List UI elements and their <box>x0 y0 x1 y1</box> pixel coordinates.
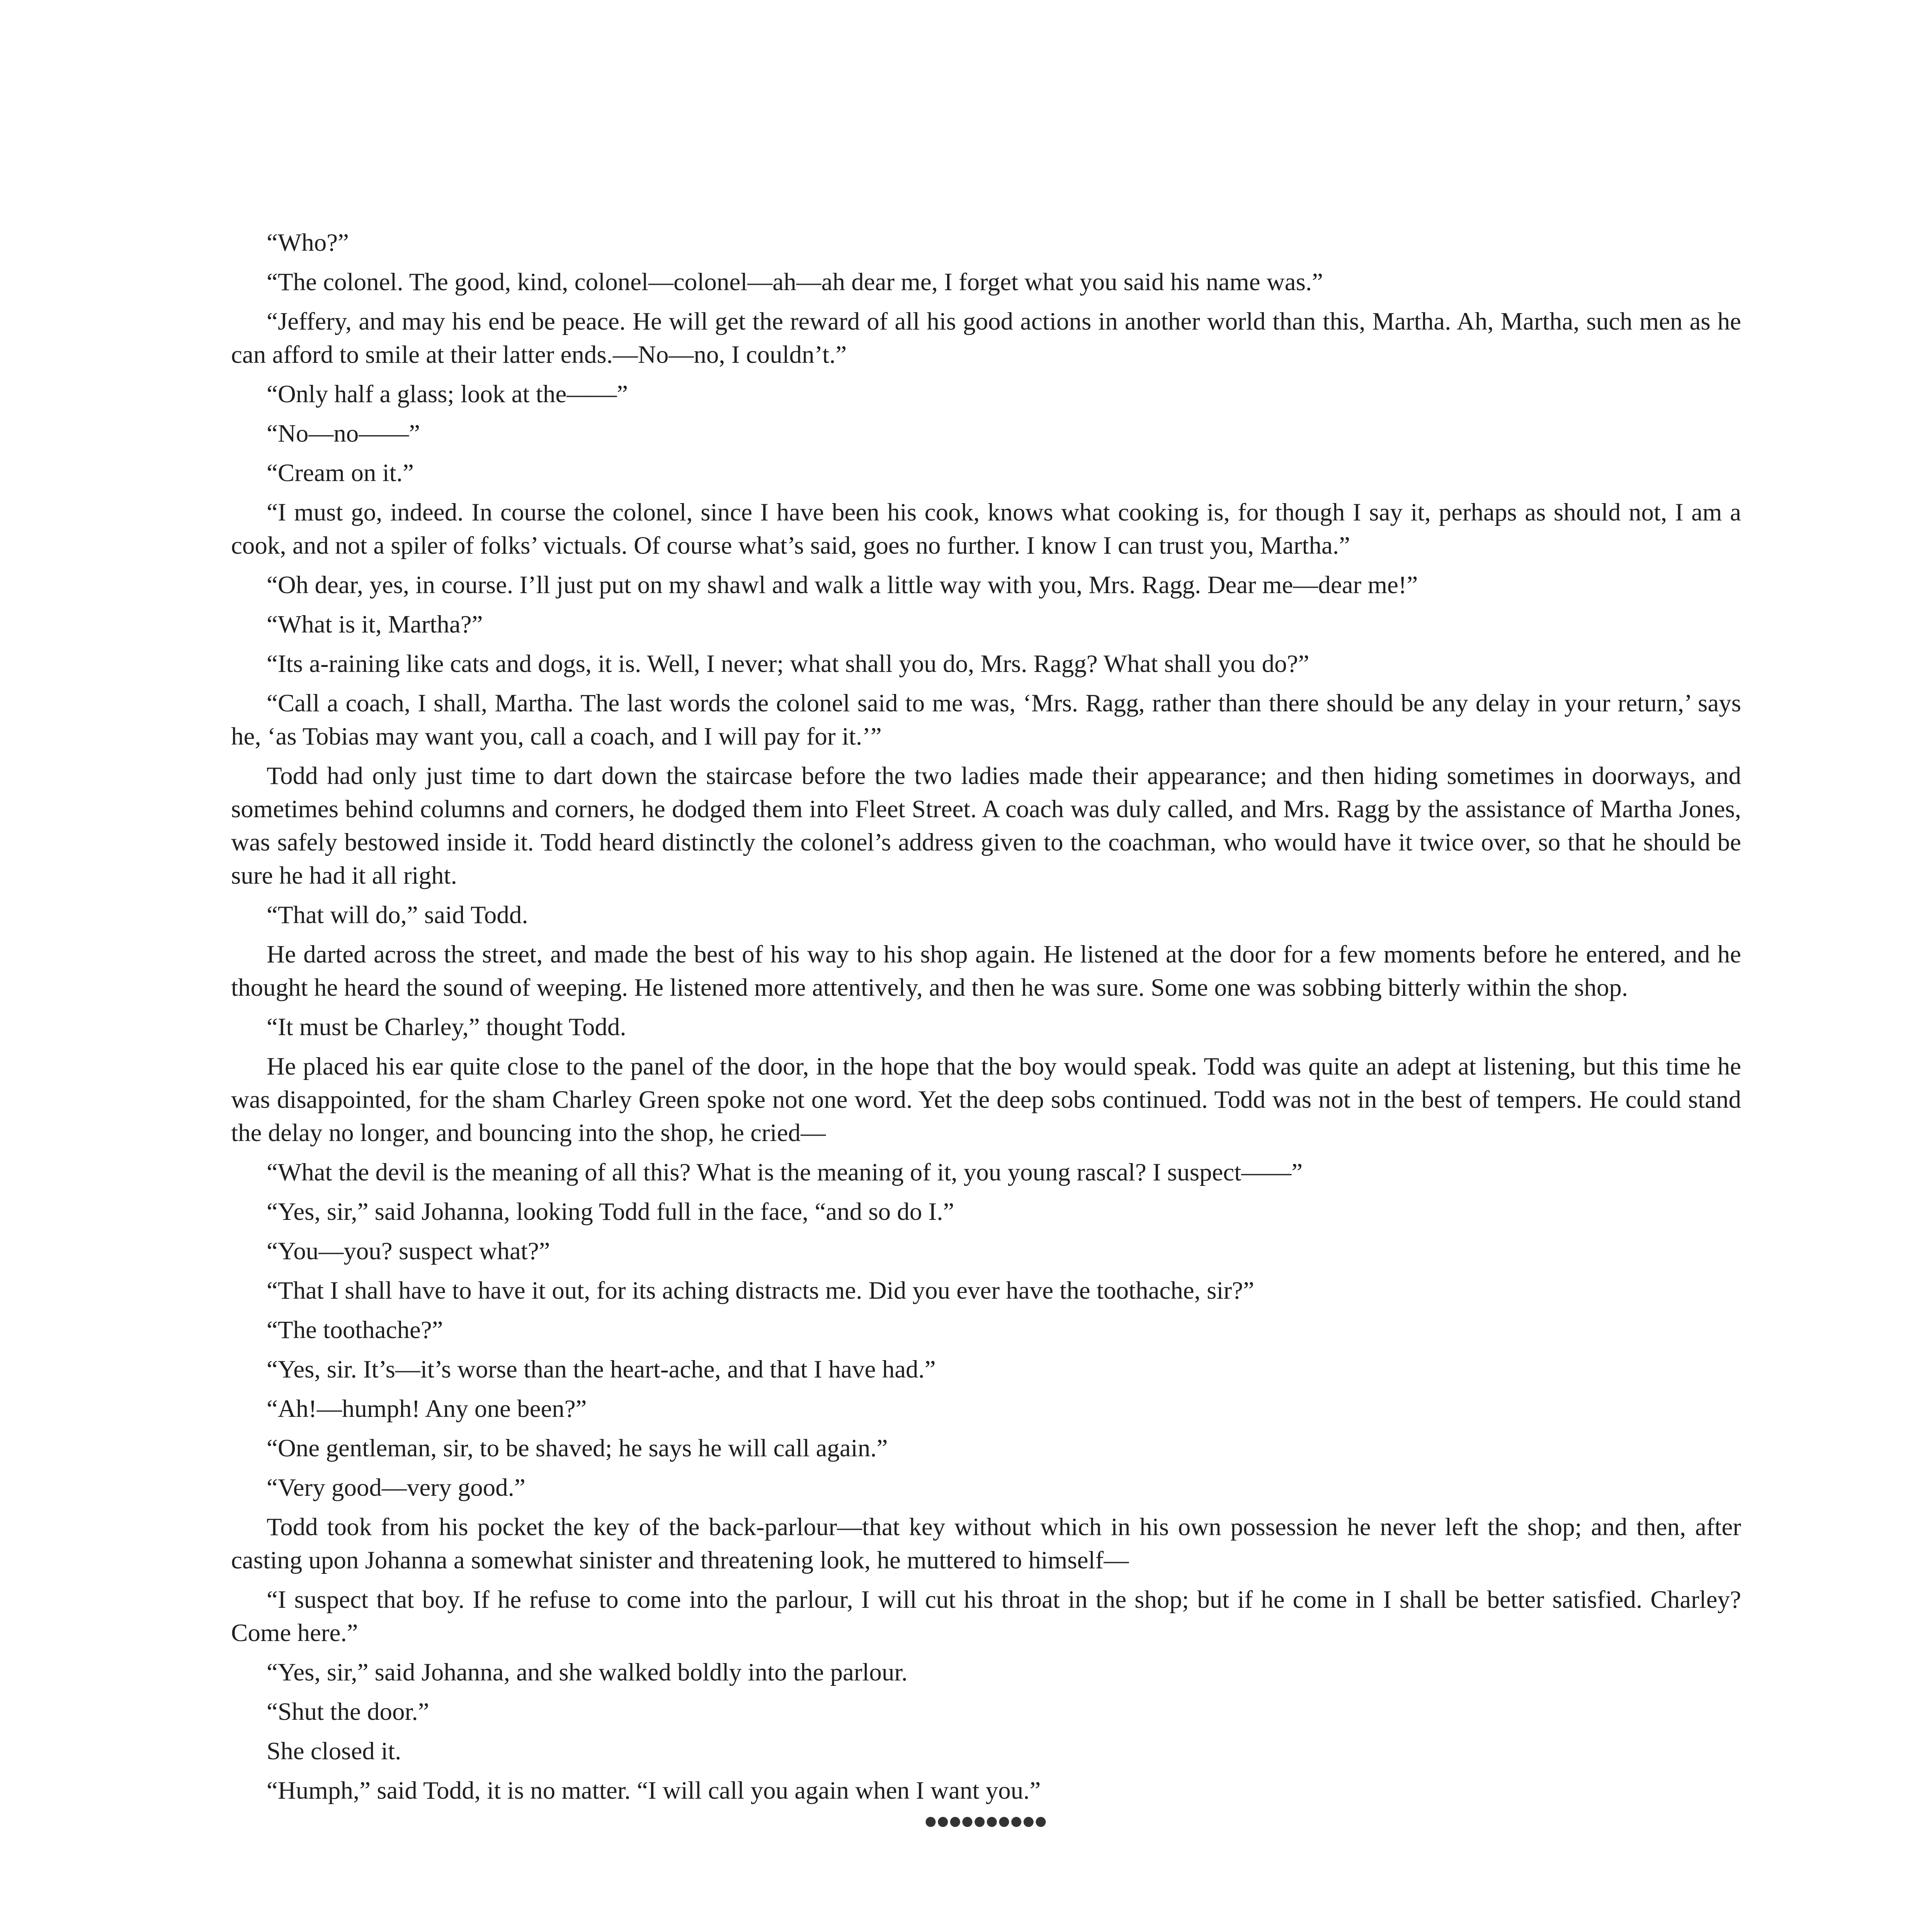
page-text <box>231 226 1741 1829</box>
paragraph: “Its a-raining like cats and dogs, it is. Well, I never; what shall you do, Mrs. Ragg? What shall you do?” <box>267 650 1310 678</box>
paragraph: “No—no——” <box>267 420 420 447</box>
paragraph: He placed his ear quite close to the panel of the door, in the hope that the boy would speak. Todd was quite an adept at listening, but this time he was disappointed, for the sham Charley Green spoke not one word. Yet the deep sobs continued. Todd was not in the best of tempers. He could stand the delay no longer, and bouncing into the shop, he cried— <box>231 1053 1741 1147</box>
paragraph: “What the devil is the meaning of all this? What is the meaning of it, you young rascal? I suspect——” <box>267 1158 1303 1186</box>
paragraph: “Shut the door.” <box>267 1698 429 1726</box>
paragraph: “Very good—very good.” <box>267 1474 526 1502</box>
paragraph: She closed it. <box>267 1737 401 1765</box>
paragraph: “Yes, sir,” said Johanna, and she walked boldly into the parlour. <box>267 1658 908 1686</box>
paragraph: “That I shall have to have it out, for its aching distracts me. Did you ever have the toothache, sir?” <box>267 1277 1254 1304</box>
paragraph: “Only half a glass; look at the——” <box>267 380 628 408</box>
paragraph: He darted across the street, and made the best of his way to his shop again. He listened at the door for a few moments before he entered, and he thought he heard the sound of weeping. He listened more attentively, and then he was sure. Some one was sobbing bitterly within the shop. <box>231 940 1741 1002</box>
paragraph: “One gentleman, sir, to be shaved; he says he will call again.” <box>267 1434 888 1462</box>
paragraph: “The toothache?” <box>267 1316 443 1344</box>
paragraph: “What is it, Martha?” <box>267 611 483 638</box>
section-break-ornament: ●●●●●●●●●● <box>925 1813 1048 1829</box>
paragraph: “The colonel. The good, kind, colonel—colonel—ah—ah dear me, I forget what you said his name was.” <box>267 268 1323 296</box>
paragraph: “Call a coach, I shall, Martha. The last words the colonel said to me was, ‘Mrs. Ragg, rather than there should be any delay in your return,’ says he, ‘as Tobias may want you, call a coach, and I will pay for it.’” <box>231 689 1741 750</box>
paragraph: “Who?” <box>267 229 349 257</box>
paragraph: “It must be Charley,” thought Todd. <box>267 1013 626 1041</box>
paragraph: “Yes, sir. It’s—it’s worse than the heart-ache, and that I have had.” <box>267 1355 936 1383</box>
paragraph: “Ah!—humph! Any one been?” <box>267 1395 587 1423</box>
paragraph: “I must go, indeed. In course the colonel, since I have been his cook, knows what cooking is, for though I say it, perhaps as should not, I am a cook, and not a spiler of folks’ victuals. Of course what’s said, goes no further. I know I can trust you, Martha.” <box>231 498 1741 560</box>
paragraph: “You—you? suspect what?” <box>267 1237 550 1265</box>
paragraph: “Humph,” said Todd, it is no matter. “I will call you again when I want you.” <box>267 1777 1041 1804</box>
paragraph: “Jeffery, and may his end be peace. He will get the reward of all his good actions in another world than this, Martha. Ah, Martha, such men as he can afford to smile at their latter ends.—No—no, I couldn’t.” <box>231 308 1741 369</box>
paragraph: “Oh dear, yes, in course. I’ll just put on my shawl and walk a little way with you, Mrs. Ragg. Dear me—dear me!” <box>267 571 1418 599</box>
paragraph: “Yes, sir,” said Johanna, looking Todd full in the face, “and so do I.” <box>267 1198 954 1226</box>
paragraph: Todd had only just time to dart down the staircase before the two ladies made their appearance; and then hiding sometimes in doorways, and sometimes behind columns and corners, he dodged them into Fleet Street. A coach was duly called, and Mrs. Ragg by the assistance of Martha Jones, was safely bestowed inside it. Todd heard distinctly the colonel’s address given to the coachman, who would have it twice over, so that he should be sure he had it all right. <box>231 762 1741 889</box>
paragraph: Todd took from his pocket the key of the back-parlour—that key without which in his own possession he never left the shop; and then, after casting upon Johanna a somewhat sinister and threatening look, he muttered to himself— <box>231 1513 1741 1574</box>
paragraph: “That will do,” said Todd. <box>267 901 528 929</box>
paragraph: “I suspect that boy. If he refuse to come into the parlour, I will cut his throat in the shop; but if he come in I shall be better satisfied. Charley? Come here.” <box>231 1586 1741 1647</box>
paragraph: “Cream on it.” <box>267 459 414 487</box>
